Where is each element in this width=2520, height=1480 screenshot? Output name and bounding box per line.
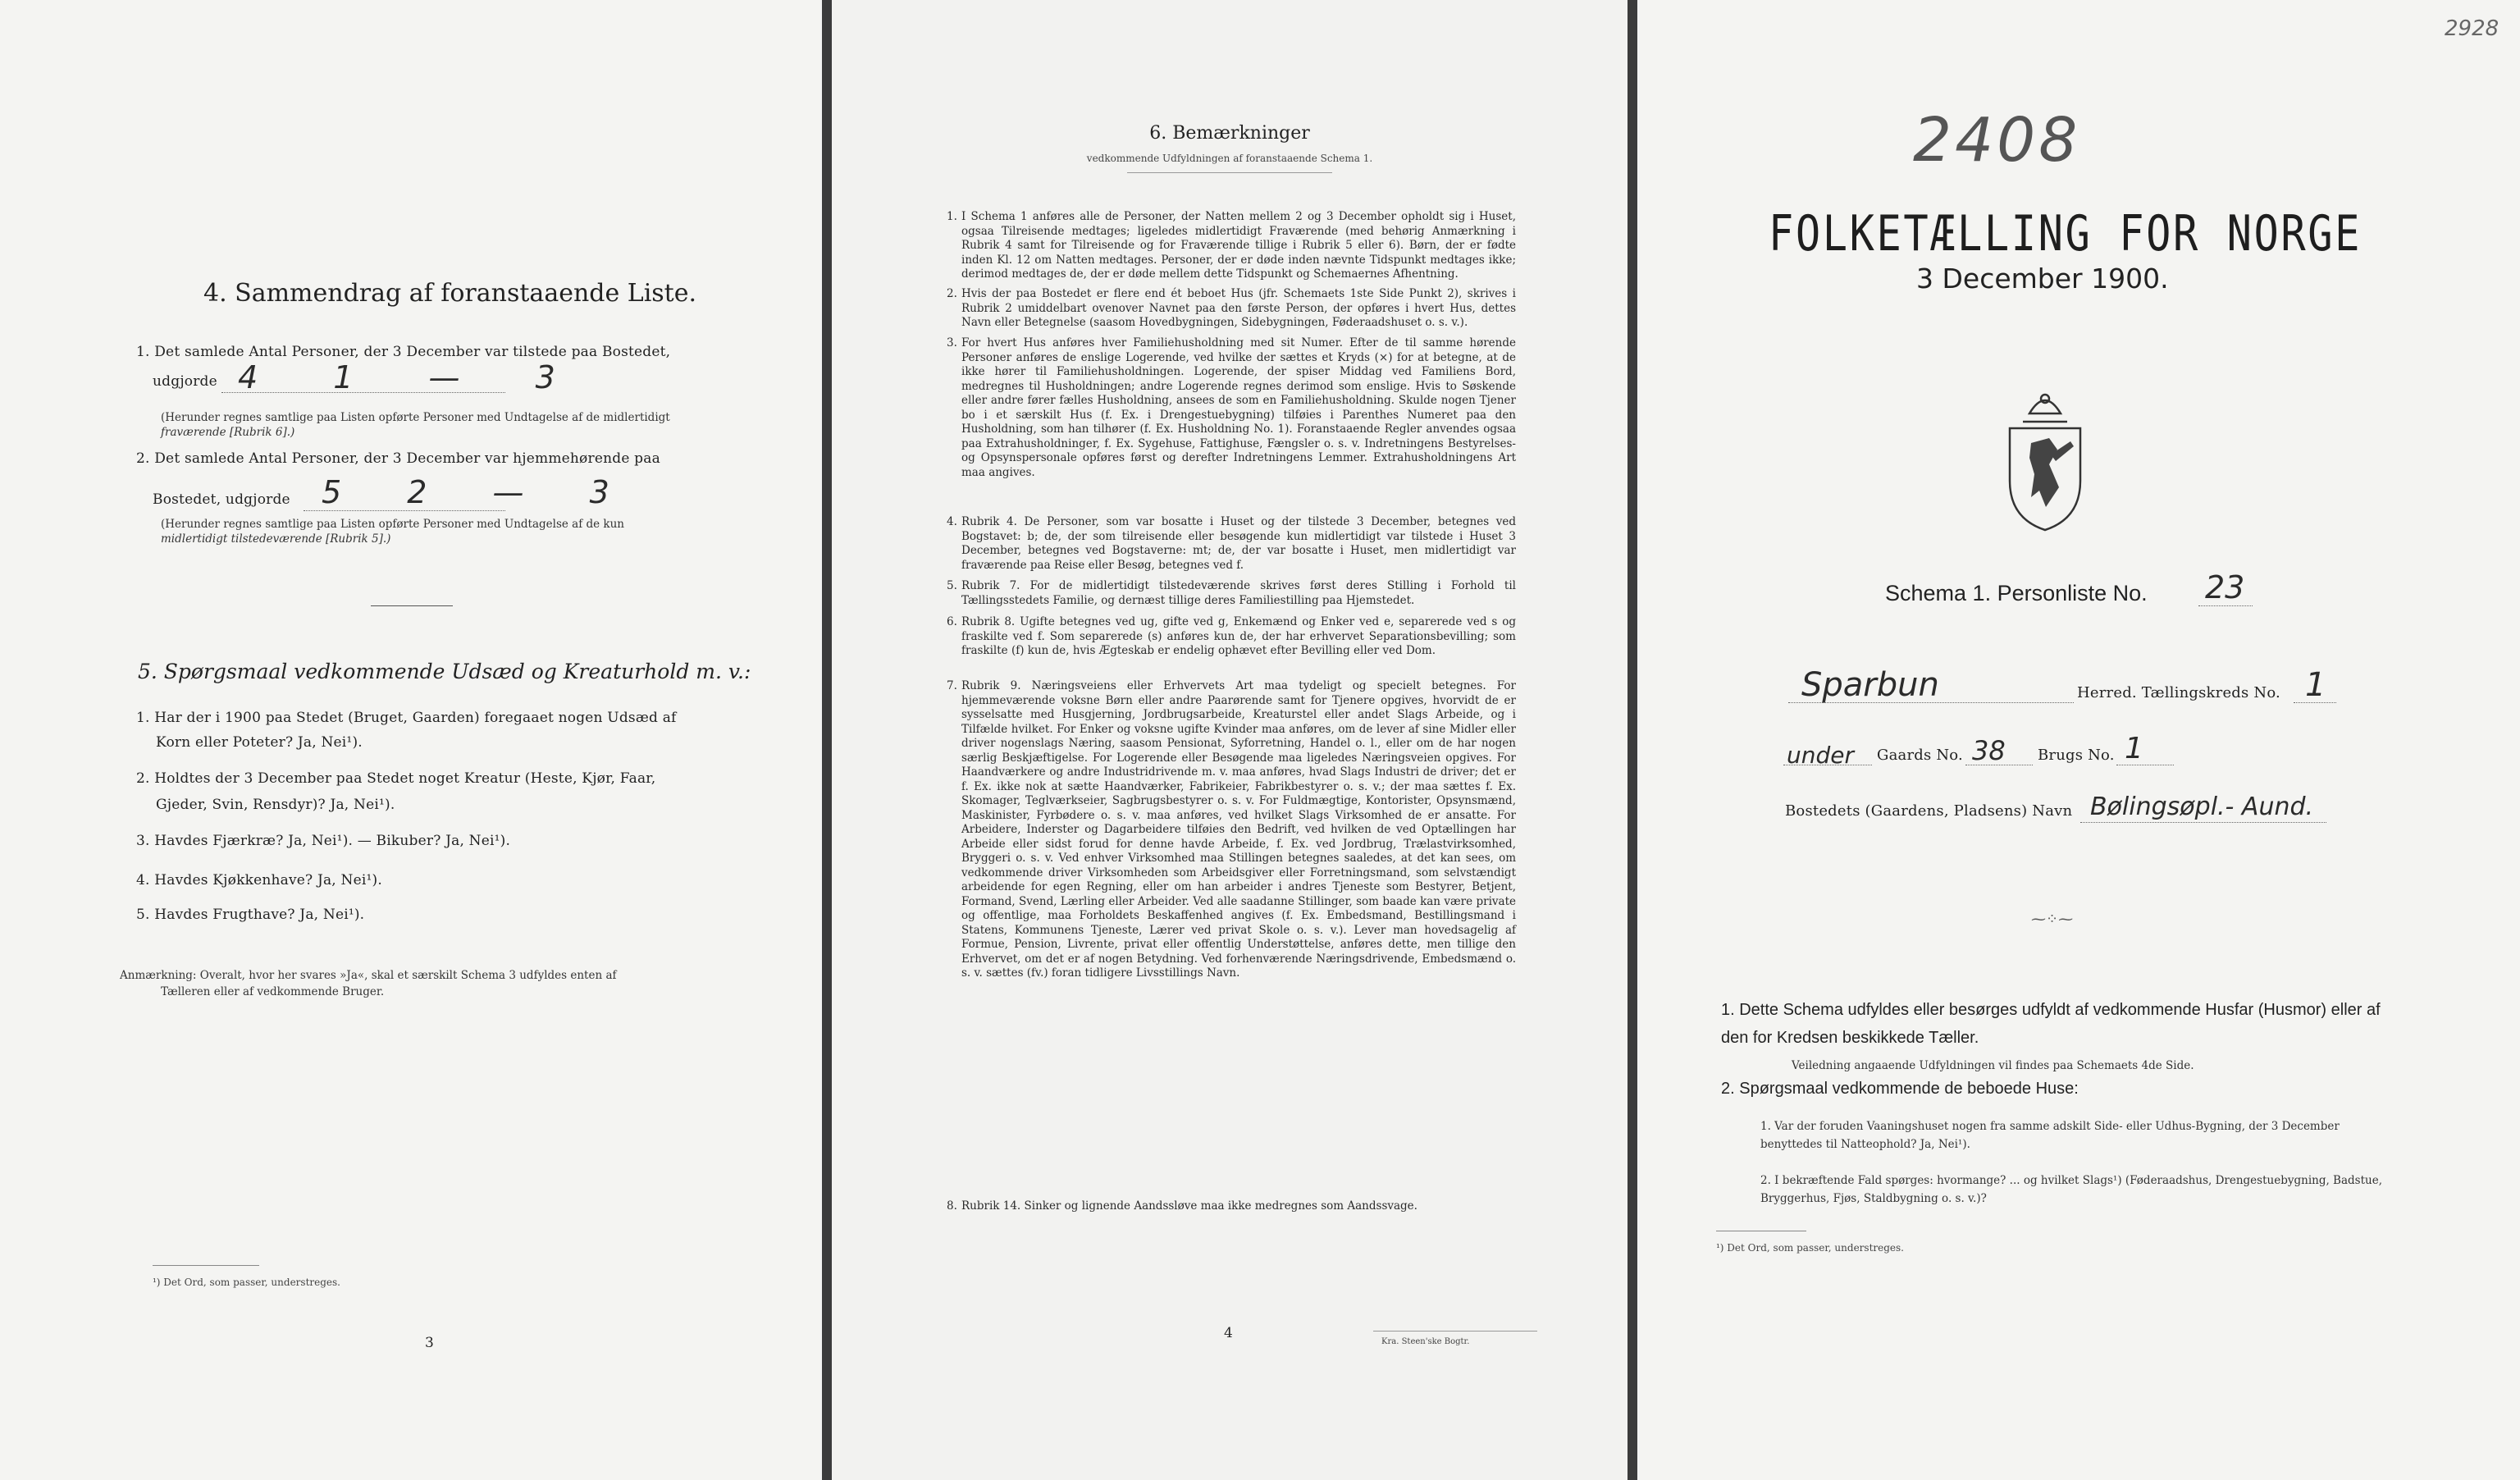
s5-q1-b: Korn eller Poteter? Ja, Nei¹). (156, 734, 363, 751)
item-text: Rubrik 7. For de midlertidigt tilstedeværende skrives først deres Stilling i Forhold til Tællingsstedets Familie, og dernæst tillige deres Familiestilling paa Hjemstedet. (961, 579, 1516, 607)
main-title: FOLKETÆLLING FOR NORGE (1769, 205, 2362, 263)
schema-number: 23 (2205, 569, 2245, 605)
instruction-1: 1. Dette Schema udfyldes eller besørges udfyldt af vedkommende Husfar (Husmor) eller af den for Kredsen beskikkede Tæller. (1721, 1001, 2381, 1047)
kreds-number: 1 (2305, 666, 2326, 704)
left-page (0, 0, 822, 1480)
item-number: 4. (947, 515, 957, 528)
q2-line1: 2. Det samlede Antal Personer, der 3 December var hjemmehørende paa (136, 450, 660, 467)
remark-item-8 (947, 1199, 1516, 1216)
subtitle-rule (1127, 172, 1332, 173)
section5-title: 5. Spørgsmaal vedkommende Udsæd og Kreaturhold m. v.: (138, 660, 751, 683)
remark-item-1 (947, 210, 1516, 284)
corner-number: 2928 (2445, 16, 2499, 41)
bosted-value: Bølingsøpl.- Aund. (2090, 793, 2314, 821)
item-text: Rubrik 14. Sinker og lignende Aandssløve maa ikke medregnes som Aandssvage. (961, 1199, 1418, 1213)
gaard-label: Gaards No. (1877, 747, 1963, 764)
census-date: 3 December 1900. (1916, 263, 2169, 295)
remark-item-3 (947, 336, 1516, 510)
brugs-number: 1 (2125, 732, 2143, 765)
schema-label: Schema 1. Personliste No. (1885, 581, 2148, 605)
printer-credit: Kra. Steen'ske Bogtr. (1381, 1337, 1470, 1346)
remark-item-6 (947, 615, 1516, 676)
bosted-label: Bostedets (Gaardens, Pladsens) Navn (1785, 802, 2073, 820)
item-text: Rubrik 8. Ugifte betegnes ved ug, gifte ved g, Enkemænd og Enker ved e, separerede ved s og fraskilte ved f. Som separerede (s) anføres kun de, der har erhvervet Separationsbevilling; som fraskilte (f) kun de, hvis Ægteskab er endelig ophævet efter Bevilling eller ved Dom. (961, 615, 1516, 657)
s5-q4: 4. Havdes Kjøkkenhave? Ja, Nei¹). (136, 872, 382, 888)
remark-a: Anmærkning: Overalt, hvor her svares »Ja«, skal et særskilt Schema 3 udfyldes enten af (120, 969, 617, 982)
q1-label: udgjorde (153, 373, 217, 390)
schema-number-line (2198, 605, 2253, 606)
q2-note2: midlertidigt tilstedeværende [Rubrik 5].) (161, 532, 391, 546)
item-number: 8. (947, 1199, 957, 1213)
item-text: Rubrik 4. De Personer, som var bosatte i Huset og der tilstede 3 December, betegnes ved Bogstavet: b; de, der som tilreisende eller besøgende kun midlertidigt var tilstede i Huset 3 December, betegnes ved Bogstaverne: mt; de, der var bosatte i Huset, men midlertidigt var fraværende paa Reise eller Besøg, betegnes ved f. (961, 515, 1516, 572)
instruction-2-q2: 2. I bekræftende Fald spørges: hvormange? ... og hvilket Slags¹) (Føderaadshus, Drengestuebygning, Badstue, Bryggerhus, Fjøs, Staldbygning o. s. v.)? (1760, 1174, 2382, 1205)
q1-note2: fraværende [Rubrik 6].) (161, 426, 295, 439)
remarks-subtitle: vedkommende Udfyldningen af foranstaaende Schema 1. (1086, 153, 1373, 164)
gaard-number: 38 (1972, 735, 2006, 766)
footnote-rule (153, 1265, 259, 1266)
q2-answer-line (304, 510, 505, 511)
s5-q2-b: Gjeder, Svin, Rensdyr)? Ja, Nei¹). (156, 797, 395, 813)
brugs-label: Brugs No. (2038, 747, 2115, 764)
remark-item-4 (947, 515, 1516, 576)
remark-b: Tælleren eller af vedkommende Bruger. (161, 985, 385, 998)
coat-of-arms-icon (1998, 389, 2092, 533)
page-number-4: 4 (1224, 1325, 1234, 1341)
q1-handwritten-values: 4 1 — 3 (238, 359, 588, 395)
remarks-title: 6. Bemærkninger (1149, 123, 1310, 144)
instruction-2-q1: 1. Var der foruden Vaaningshuset nogen fra samme adskilt Side- eller Udhus-Bygning, der 3 December benyttedes til Natteophold? Ja, Nei¹). (1760, 1120, 2340, 1151)
bosted-line (2080, 822, 2326, 823)
item-text: Rubrik 9. Næringsveiens eller Erhvervets Art maa tydeligt og specielt betegnes. For hjemmeværende voksne Børn eller andre Paarørende samt for Tjenere opgives, hvorvidt de er sysselsatte med Husgjerning, Jordbrugsarbeide, Kreaturstel eller andet Slags Arbeide, og i Tilfælde hvilket. For Enker og voksne ugifte Kvinder maa anføres, om de lever af sine Midler eller driver nogenslags Næring, saasom Pensionat, Syforretning, Handel o. l., eller om de har nogen særlig Beskjæftigelse. For Logerende eller Besøgende maa ligeledes Næringsveien opgives. For Haandværkere og andre Industridrivende m. v. maa anføres, hvad Slags Industri de driver; det er f. Ex. ikke nok at sætte Haandværker, Fabrikeier, Fabrikbestyrer o. s. v.; der maa sættes f. Ex. Skomager, Teglværkseier, Sagbrugsbestyrer o. s. v. For Fuldmægtige, Kontorister, Opsynsmænd, Maskinister, Fyrbødere o. s. v. maa anføres, ved hvilket Slags Virksomhed de er ansatte. For Arbeidere, Inderster og Dagarbeidere tilføies den Bedrift, ved hvilken de ved Optællingen har Arbeide eller sidst forud for denne havde Arbeide, f. Ex. ved Jordbrug, Trælastvirksomhed, Bryggeri o. s. v. Ved enhver Virksomhed maa Stillingen betegnes saaledes, at det kan sees, om vedkommende driver Virksomheden som Arbeidsgiver eller Forretningsmand, som selvstændigt arbeidende for egen Regning, eller om han arbeider i andres Tjeneste som Bestyrer, Betjent, Formand, Svend, Lærling eller Arbeider. Ved alle saadanne Stillinger, som baade kan være private og offentlige, maa Forholdets Beskaffenhed angives (f. Ex. Embedsmand, Bestillingsmand i Statens, Kommunens Tjeneste, Lærer ved privat Skole o. s. v.). Lever man hovedsagelig af Formue, Pension, Livrente, privat eller offentlig Understøttelse, anføres dette, men tillige den Erhvervet, om det er af nogen Betydning. Ved forhenværende Næringsdrivende, Embedsmænd o. s. v. sættes (fv.) foran tidligere Livsstillings Navn. (961, 679, 1516, 980)
archive-number: 2408 (1913, 105, 2081, 176)
right-page (1637, 0, 2520, 1480)
ornament-divider: ⁓⁘⁓ (2031, 911, 2074, 928)
instruction-2: 2. Spørgsmaal vedkommende de beboede Huse: (1721, 1080, 2079, 1098)
gaard-prefix-value: under (1787, 742, 1855, 769)
item-text: I Schema 1 anføres alle de Personer, der Natten mellem 2 og 3 December opholdt sig i Huset, ogsaa Tilreisende medtages; ligeledes midlertidigt Fraværende (med behørig Anmærkning i Rubrik 4 samt for Tilreisende og for Fraværende tillige i Rubrik 5 eller 6). Børn, der er fødte inden Kl. 12 om Natten medtages. Personer, der er døde inden nævnte Tidspunkt medtages ikke; derimod medtages de, der er døde mellem dette Tidspunkt og Schemaernes Afhentning. (961, 210, 1516, 281)
divider (371, 605, 453, 606)
herred-label: Herred. Tællingskreds No. (2077, 684, 2280, 701)
item-number: 6. (947, 615, 957, 628)
s5-q1-a: 1. Har der i 1900 paa Stedet (Bruget, Gaarden) foregaaet nogen Udsæd af (136, 710, 677, 726)
q2-handwritten-values: 5 2 — 3 (322, 474, 637, 510)
s5-q5: 5. Havdes Frugthave? Ja, Nei¹). (136, 907, 365, 923)
item-number: 7. (947, 679, 957, 692)
item-number: 5. (947, 579, 957, 592)
herred-value: Sparbun (1801, 666, 1939, 704)
instruction-1-note: Veiledning angaaende Udfyldningen vil findes paa Schemaets 4de Side. (1792, 1059, 2194, 1072)
item-text: For hvert Hus anføres hver Familiehusholdning med sit Numer. Efter de til samme hørende Personer anføres de enslige Logerende, ved hvilke der sættes et Kryds (×) for at betegne, at de ikke hører til Familiehusholdningen. Logerende, der spiser Middag ved Familiens Bord, medregnes til Husholdningen; andre Logerende regnes derimod som enslige. Hvis to Søskende eller andre fører fælles Husholdning, ansees de som en Familiehusholdning. Skulde nogen Tjener bo i et særskilt Hus (f. Ex. i Drengestuebygning) tilføies i Parenthes Numeret paa den Husholdning, som han tilhører (f. Ex. Husholdning No. 1). Foranstaaende Regler anvendes ogsaa paa Extrahusholdninger, f. Ex. Sygehuse, Fattighuse, Fængsler o. s. v. Indretningens Bestyrelses- og Opsynspersonale opføres først og derefter Indretningens Lemmer. Extrahusholdningens Art maa angives. (961, 336, 1516, 479)
footnote: ¹) Det Ord, som passer, understreges. (153, 1277, 340, 1288)
item-number: 1. (947, 210, 957, 223)
s5-q3: 3. Havdes Fjærkræ? Ja, Nei¹). — Bikuber? Ja, Nei¹). (136, 833, 511, 849)
q1-line1: 1. Det samlede Antal Personer, der 3 December var tilstede paa Bostedet, (136, 344, 671, 360)
section4-title: 4. Sammendrag af foranstaaende Liste. (203, 279, 697, 308)
remark-item-5 (947, 579, 1516, 612)
item-number: 3. (947, 336, 957, 349)
printer-rule (1373, 1331, 1537, 1332)
footnote: ¹) Det Ord, som passer, understreges. (1716, 1242, 1904, 1254)
q1-note1: (Herunder regnes samtlige paa Listen opførte Personer med Undtagelse af de midlertidigt (161, 411, 670, 424)
item-text: Hvis der paa Bostedet er flere end ét beboet Hus (jfr. Schemaets 1ste Side Punkt 2), skrives i Rubrik 2 umiddelbart ovenover Navnet paa den første Person, der opføres i hvert Hus, dettes Navn eller Betegnelse (saasom Hovedbygningen, Sidebygningen, Føderaadshuset o. s. v.). (961, 287, 1516, 329)
q2-note1: (Herunder regnes samtlige paa Listen opførte Personer med Undtagelse af de kun (161, 518, 624, 531)
page-number-3: 3 (425, 1335, 435, 1351)
remark-item-2 (947, 287, 1516, 333)
remark-item-7 (947, 679, 1516, 1168)
s5-q2-a: 2. Holdtes der 3 December paa Stedet noget Kreatur (Heste, Kjør, Faar, (136, 770, 656, 787)
q2-label: Bostedet, udgjorde (153, 491, 290, 508)
middle-page (832, 0, 1628, 1480)
item-number: 2. (947, 287, 957, 300)
